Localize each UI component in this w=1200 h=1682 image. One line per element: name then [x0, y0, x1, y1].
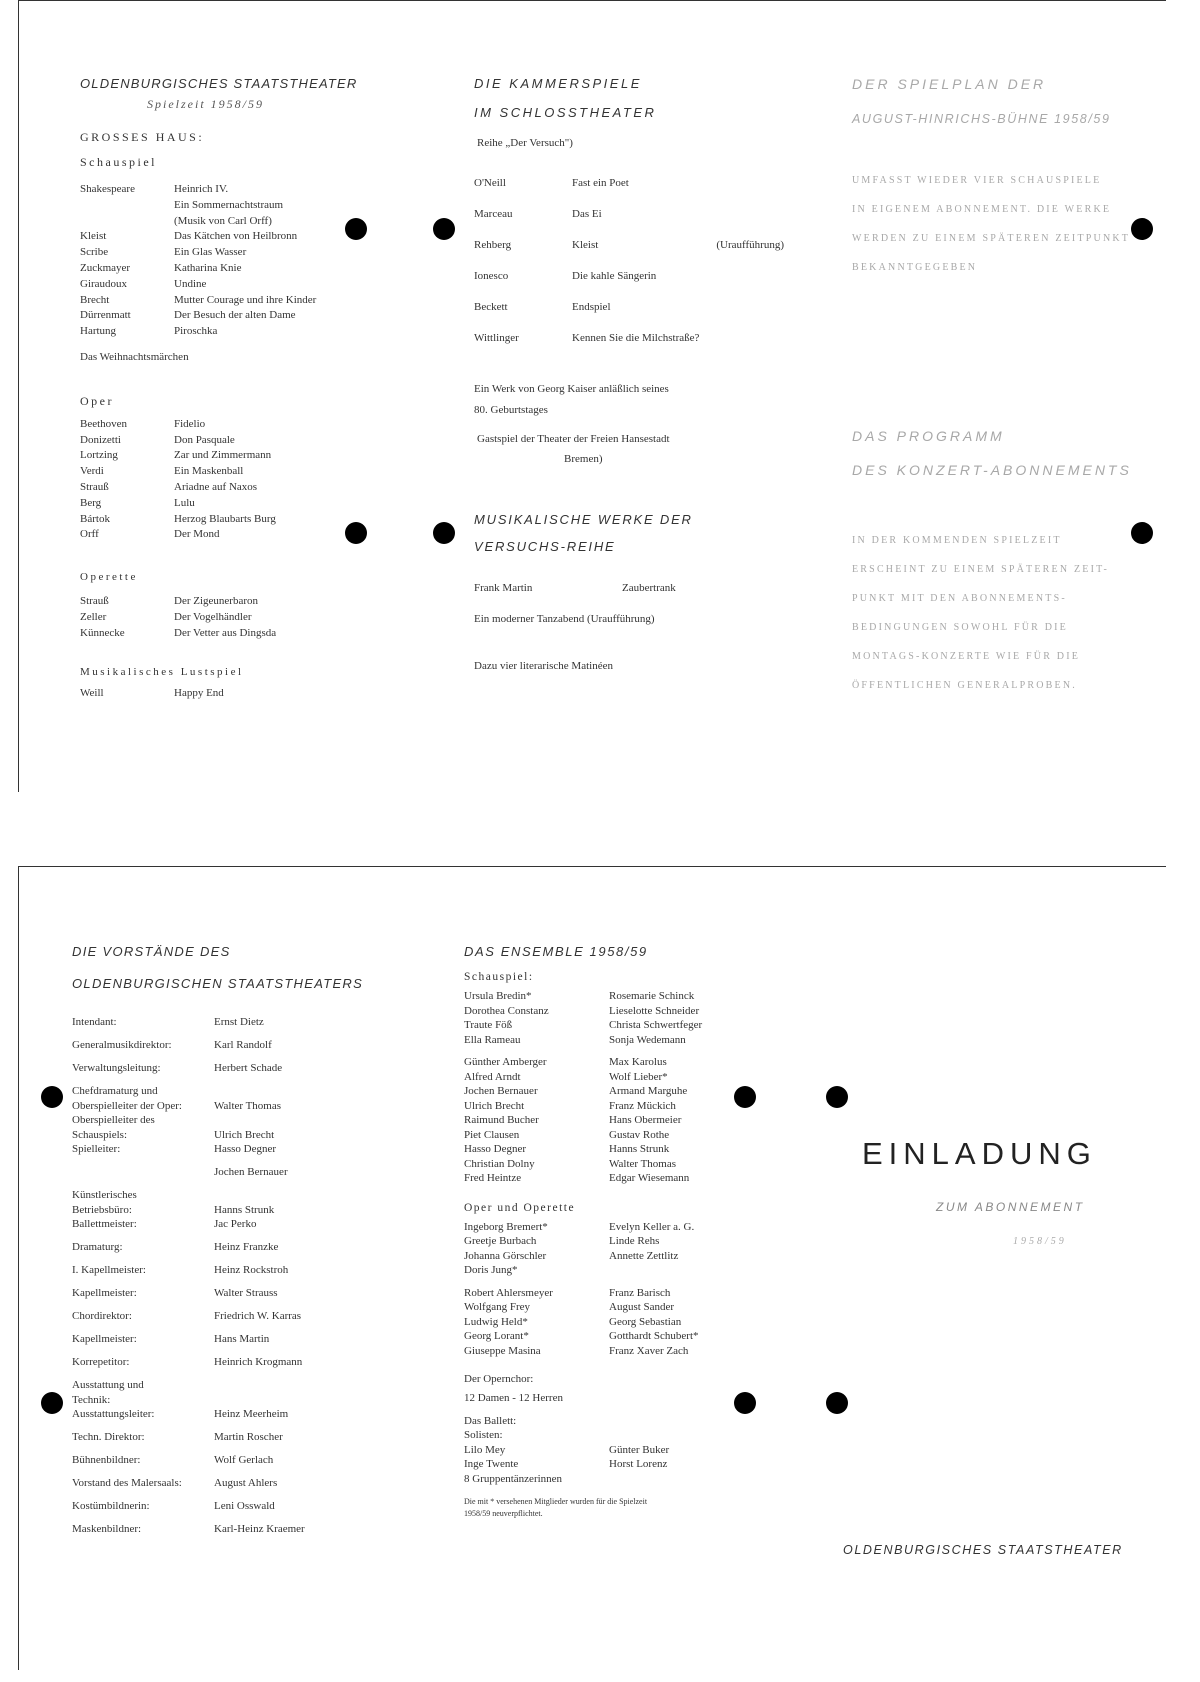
music-title-line1: MUSIKALISCHE WERKE DER	[474, 511, 693, 527]
author-name: Ionesco	[474, 269, 509, 282]
ensemble-soloists	[464, 1443, 764, 1472]
repertory-row	[80, 433, 380, 449]
staff-row	[72, 1286, 372, 1309]
ensemble-schauspiel-men	[464, 1055, 764, 1186]
staff-name: Heinz Rockstroh	[214, 1264, 289, 1276]
staff-row	[72, 1407, 372, 1430]
spielplan-text-line: WERDEN ZU EINEM SPÄTEREN ZEITPUNKT	[852, 233, 1131, 244]
premiere-note: (Uraufführung)	[716, 238, 784, 251]
ensemble-row	[464, 1443, 764, 1458]
staff-role: Techn. Direktor:	[72, 1431, 145, 1443]
spielplan-title-line1: DER SPIELPLAN DER	[852, 76, 1047, 92]
gastspiel-line1: Gastspiel der Theater der Freien Hansestadt	[477, 433, 670, 446]
staff-name: Ulrich Brecht	[214, 1128, 275, 1141]
staff-row	[72, 1378, 372, 1407]
member-name: Ludwig Held*	[464, 1315, 528, 1328]
ensemble-row	[464, 1234, 764, 1249]
staff-role: Chordirektor:	[72, 1310, 132, 1322]
staff-name: Jac Perko	[214, 1218, 257, 1230]
program-text-line: ERSCHEINT ZU EINEM SPÄTEREN ZEIT-	[852, 564, 1110, 575]
oper-list	[80, 417, 380, 543]
kammerspiele-title-line1: DIE KAMMERSPIELE	[474, 76, 642, 91]
member-name: Greetje Burbach	[464, 1235, 537, 1247]
ensemble-title: DAS ENSEMBLE 1958/59	[464, 944, 648, 959]
author-name: Beckett	[474, 300, 508, 313]
staff-role: Kapellmeister:	[72, 1333, 137, 1345]
spielplan-text-line: BEKANNTGEGEBEN	[852, 262, 978, 273]
member-name: Jochen Bernauer	[464, 1085, 538, 1097]
ensemble-row	[464, 1263, 764, 1278]
staff-name: Hasso Degner	[214, 1143, 277, 1155]
work-title: Das Kätchen von Heilbronn	[174, 230, 298, 243]
author-name: Weill	[80, 686, 104, 699]
operette-heading: Operette	[80, 571, 138, 584]
repertory-row	[80, 261, 380, 277]
member-name: Georg Sebastian	[609, 1315, 682, 1328]
ensemble-row	[464, 1099, 764, 1114]
staff-name: August Ahlers	[214, 1477, 278, 1489]
ensemble-row	[464, 1055, 764, 1070]
staff-name: Wolf Gerlach	[214, 1454, 274, 1466]
ensemble-schauspiel-heading: Schauspiel:	[464, 971, 534, 983]
work-title: Katharina Knie	[174, 261, 242, 274]
martin-author: Frank Martin	[474, 581, 533, 594]
ensemble-column	[464, 944, 764, 1520]
staff-row	[72, 1453, 372, 1476]
author-name: Donizetti	[80, 433, 121, 446]
author-name: Scribe	[80, 246, 109, 259]
staff-row	[72, 1113, 372, 1142]
staff-list	[72, 1015, 372, 1545]
staff-row	[72, 1332, 372, 1355]
member-name: Annette Zettlitz	[609, 1249, 679, 1262]
page-left-border	[18, 0, 19, 792]
repertory-row	[80, 417, 380, 433]
repertory-row	[80, 448, 380, 464]
member-name: Robert Ahlersmeyer	[464, 1286, 553, 1299]
repertory-row	[80, 686, 380, 702]
work-title: Der Vogelhändler	[174, 610, 252, 623]
einladung-subtitle: ZUM ABONNEMENT	[936, 1200, 1085, 1214]
kaiser-line2: 80. Geburtstages	[474, 403, 548, 416]
work-title: Kennen Sie die Milchstraße?	[572, 331, 700, 344]
staff-row	[72, 1188, 372, 1217]
author-name: Zuckmayer	[80, 261, 131, 274]
ensemble-row	[464, 1171, 764, 1186]
ensemble-row	[464, 1300, 764, 1315]
work-title: Lulu	[174, 496, 195, 509]
grosses-haus-column	[80, 76, 380, 701]
repertory-row	[80, 496, 380, 512]
repertory-row	[80, 527, 380, 543]
staff-row	[72, 1142, 372, 1165]
repertory-row	[80, 245, 380, 261]
ensemble-row	[464, 1033, 764, 1048]
ensemble-oper-men	[464, 1286, 764, 1359]
member-name: Georg Lorant*	[464, 1330, 529, 1342]
chor-line: 12 Damen - 12 Herren	[464, 1391, 563, 1404]
author-name: Brecht	[80, 293, 110, 306]
work-title: Undine	[174, 277, 207, 290]
ensemble-row	[464, 1018, 764, 1033]
ensemble-footnote: Die mit * versehenen Mitglieder wurden für die Spielzeit 1958/59 neuverpflichtet.	[464, 1497, 648, 1519]
spielplan-text	[852, 166, 1152, 282]
work-title: Piroschka	[174, 325, 218, 338]
member-name: Edgar Wiesemann	[609, 1172, 690, 1184]
program-page-bottom	[0, 866, 1200, 1682]
member-name: Lilo Mey	[464, 1443, 506, 1456]
author-name: Hartung	[80, 325, 117, 338]
author-name: Berg	[80, 496, 102, 509]
member-name: Inge Twente	[464, 1458, 519, 1471]
kammerspiele-row	[474, 207, 784, 238]
author-name: O'Neill	[474, 176, 506, 189]
member-name: Dorothea Constanz	[464, 1004, 549, 1017]
repertory-row	[80, 626, 380, 642]
staff-role: Ausstattung und Technik:	[72, 1379, 144, 1406]
program-text-line: IN DER KOMMENDEN SPIELZEIT	[852, 535, 1062, 546]
staff-row	[72, 1217, 372, 1240]
author-name: Beethoven	[80, 417, 128, 430]
work-title: Ein Maskenball	[174, 465, 244, 478]
ensemble-schauspiel-women	[464, 989, 764, 1047]
staff-row	[72, 1309, 372, 1332]
hinrichs-column	[852, 76, 1152, 700]
staff-name: Friedrich W. Karras	[214, 1310, 302, 1322]
program-text-line: PUNKT MIT DEN ABONNEMENTS-	[852, 593, 1067, 604]
staff-row	[72, 1015, 372, 1038]
martin-row	[474, 581, 784, 597]
work-title: Fast ein Poet	[572, 176, 629, 189]
member-name: Horst Lorenz	[609, 1458, 668, 1471]
member-name: Hanns Strunk	[609, 1143, 670, 1155]
member-name: Günther Amberger	[464, 1056, 547, 1068]
staff-role: Generalmusikdirektor:	[72, 1039, 172, 1051]
repertory-row	[80, 277, 380, 293]
staff-row	[72, 1499, 372, 1522]
author-name: Verdi	[80, 465, 104, 478]
repertory-row	[80, 293, 380, 309]
ensemble-row	[464, 1457, 764, 1472]
member-name: Lieselotte Schneider	[609, 1004, 700, 1017]
member-name: Ella Rameau	[464, 1033, 521, 1046]
ensemble-row	[464, 1329, 764, 1344]
member-name: Linde Rehs	[609, 1235, 660, 1247]
work-title: Ariadne auf Naxos	[174, 480, 258, 493]
member-name: Johanna Görschler	[464, 1249, 547, 1262]
ensemble-row	[464, 1113, 764, 1128]
vorstaende-title-line2: OLDENBURGISCHEN STAATSTHEATERS	[72, 976, 364, 991]
staff-role: Kapellmeister:	[72, 1287, 137, 1299]
repertory-row	[80, 480, 380, 496]
ensemble-row	[464, 1286, 764, 1301]
staff-role: Maskenbildner:	[72, 1523, 142, 1535]
chor-heading: Der Opernchor:	[464, 1373, 534, 1385]
einladung-title: EINLADUNG	[862, 1136, 1097, 1171]
staff-name: Heinz Franzke	[214, 1241, 279, 1253]
work-title: Die kahle Sängerin	[572, 269, 657, 282]
ensemble-row	[464, 1315, 764, 1330]
author-name: Zeller	[80, 610, 107, 623]
spielplan-title-line2: AUGUST-HINRICHS-BÜHNE 1958/59	[852, 112, 1111, 126]
member-name: August Sander	[609, 1301, 675, 1313]
season-label: Spielzeit 1958/59	[147, 97, 264, 111]
staff-role: Dramaturg:	[72, 1241, 123, 1253]
member-name: Rosemarie Schinck	[609, 990, 695, 1002]
staff-name: Herbert Schade	[214, 1062, 283, 1074]
ensemble-row	[464, 1070, 764, 1085]
staff-name: Jochen Bernauer	[214, 1166, 288, 1178]
author-name: Dürrenmatt	[80, 309, 131, 322]
ensemble-oper-women	[464, 1220, 764, 1278]
author-name: Orff	[80, 528, 99, 541]
member-name: Armand Marguhe	[609, 1085, 688, 1097]
author-name: Strauß	[80, 595, 109, 608]
punch-hole-2	[433, 218, 455, 240]
work-title: Der Vetter aus Dingsda	[174, 626, 277, 639]
member-name: Günter Buker	[609, 1443, 670, 1456]
work-title: Herzog Blaubarts Burg	[174, 512, 276, 525]
vorstaende-column	[72, 944, 372, 1545]
kammerspiele-row	[474, 176, 784, 207]
staff-name: Heinrich Krogmann	[214, 1356, 303, 1368]
kammerspiele-title-line2: IM SCHLOSSTHEATER	[474, 105, 657, 120]
staff-name: Walter Strauss	[214, 1287, 278, 1299]
member-name: Gotthardt Schubert*	[609, 1330, 699, 1342]
staff-row	[72, 1522, 372, 1545]
member-name: Ursula Bredin*	[464, 990, 532, 1002]
member-name: Wolf Lieber*	[609, 1070, 668, 1083]
repertory-row	[80, 464, 380, 480]
operette-list	[80, 594, 380, 641]
work-title: Kleist	[572, 238, 599, 251]
ensemble-row	[464, 1084, 764, 1099]
member-name: Alfred Arndt	[464, 1070, 521, 1083]
page-left-border	[18, 866, 19, 1670]
repertory-row	[80, 594, 380, 610]
work-title: Endspiel	[572, 300, 611, 313]
author-name: Strauß	[80, 480, 109, 493]
staff-row	[72, 1084, 372, 1113]
work-title: Zar und Zimmermann	[174, 449, 272, 462]
punch-hole-10	[41, 1392, 63, 1414]
ensemble-oper-heading: Oper und Operette	[464, 1201, 576, 1214]
staff-row	[72, 1061, 372, 1084]
house-heading: GROSSES HAUS:	[80, 130, 205, 144]
author-name: Wittlinger	[474, 331, 519, 344]
program-title-line2: DES KONZERT-ABONNEMENTS	[852, 462, 1132, 478]
staff-role: Korrepetitor:	[72, 1356, 130, 1368]
staff-role: I. Kapellmeister:	[72, 1264, 146, 1276]
lustspiel-heading: Musikalisches Lustspiel	[80, 665, 244, 678]
kammerspiele-row	[474, 300, 784, 331]
member-name: Evelyn Keller a. G.	[609, 1220, 695, 1233]
repertory-row	[80, 308, 380, 324]
punch-hole-7	[41, 1086, 63, 1108]
work-title: Das Ei	[572, 207, 602, 220]
program-title-line1: DAS PROGRAMM	[852, 428, 1005, 444]
author-name: Künnecke	[80, 626, 125, 639]
schauspiel-heading: Schauspiel	[80, 155, 157, 169]
member-name: Wolfgang Frey	[464, 1301, 531, 1313]
ballett-heading: Das Ballett:	[464, 1414, 517, 1427]
vorstaende-title-line1: DIE VORSTÄNDE DES	[72, 944, 231, 959]
staff-row	[72, 1263, 372, 1286]
theater-title: OLDENBURGISCHES STAATSTHEATER	[80, 76, 358, 91]
soloists-heading: Solisten:	[464, 1429, 503, 1442]
member-name: Piet Clausen	[464, 1128, 520, 1141]
work-title: Ein Glas Wasser	[174, 246, 247, 259]
member-name: Raimund Bucher	[464, 1114, 539, 1126]
einladung-column	[840, 866, 1140, 1682]
repertory-row	[80, 324, 380, 340]
staff-role: Vorstand des Malersaals:	[72, 1477, 182, 1489]
work-title: Heinrich IV. Ein Sommernachtstraum (Musik von Carl Orff)	[174, 183, 284, 227]
ensemble-row	[464, 1344, 764, 1359]
ensemble-row	[464, 1157, 764, 1172]
author-name: Bártok	[80, 512, 110, 525]
member-name: Walter Thomas	[609, 1157, 677, 1170]
repertory-row	[80, 512, 380, 528]
page-top-border	[18, 0, 1166, 1]
kammerspiele-row	[474, 238, 784, 269]
ensemble-row	[464, 1142, 764, 1157]
repertory-row	[80, 229, 380, 245]
repertory-row	[80, 610, 380, 626]
staff-role: Chefdramaturg und Oberspielleiter der Oper:	[72, 1085, 182, 1112]
member-name: Franz Xaver Zach	[609, 1344, 689, 1357]
ensemble-row	[464, 1128, 764, 1143]
ensemble-row	[464, 1220, 764, 1235]
program-text-line: BEDINGUNGEN SOWOHL FÜR DIE	[852, 622, 1068, 633]
author-name: Giraudoux	[80, 277, 128, 290]
staff-row	[72, 1240, 372, 1263]
member-name: Ulrich Brecht	[464, 1099, 525, 1112]
staff-role: Bühnenbildner:	[72, 1454, 141, 1466]
work-title: Don Pasquale	[174, 433, 235, 446]
staff-name: Leni Osswald	[214, 1500, 275, 1512]
spielplan-text-line: UMFASST WIEDER VIER SCHAUSPIELE	[852, 175, 1102, 186]
member-name: Christian Dolny	[464, 1157, 535, 1170]
member-name: Ingeborg Bremert*	[464, 1220, 548, 1233]
christmas-play: Das Weihnachtsmärchen	[80, 350, 189, 363]
spielplan-text-line: IN EIGENEM ABONNEMENT. DIE WERKE	[852, 204, 1112, 215]
member-name: Giuseppe Masina	[464, 1344, 541, 1357]
staff-name: Heinz Meerheim	[214, 1408, 289, 1420]
gastspiel-line2: Bremen)	[564, 453, 603, 466]
schauspiel-list	[80, 182, 380, 340]
member-name: Franz Mückich	[609, 1099, 676, 1112]
matineen-line: Dazu vier literarische Matinéen	[474, 659, 613, 672]
kaiser-line1: Ein Werk von Georg Kaiser anläßlich seines	[474, 382, 669, 395]
work-title: Fidelio	[174, 417, 206, 430]
member-name: Sonja Wedemann	[609, 1033, 686, 1046]
work-title: Der Mond	[174, 528, 220, 541]
program-text	[852, 526, 1152, 700]
staff-role: Oberspielleiter des Schauspiels:	[72, 1114, 155, 1141]
staff-name: Martin Roscher	[214, 1431, 283, 1443]
einladung-theater: OLDENBURGISCHES STAATSTHEATER	[843, 1543, 1123, 1557]
staff-row	[72, 1476, 372, 1499]
punch-hole-5	[433, 522, 455, 544]
member-name: Traute Föß	[464, 1019, 513, 1031]
author-name: Lortzing	[80, 449, 118, 462]
program-text-line: ÖFFENTLICHEN GENERALPROBEN.	[852, 680, 1077, 691]
staff-name: Hans Martin	[214, 1333, 270, 1345]
ensemble-row	[464, 1004, 764, 1019]
member-name: Gustav Rothe	[609, 1128, 670, 1141]
author-name: Shakespeare	[80, 183, 135, 195]
staff-role: Kostümbildnerin:	[72, 1500, 150, 1512]
work-title: Der Zigeunerbaron	[174, 595, 258, 608]
staff-name: Karl Randolf	[214, 1039, 272, 1051]
program-text-line: MONTAGS-KONZERTE WIE FÜR DIE	[852, 651, 1081, 662]
einladung-season: 1958/59	[1013, 1236, 1067, 1247]
staff-role: Spielleiter:	[72, 1143, 121, 1155]
staff-name: Walter Thomas	[214, 1099, 282, 1112]
ensemble-row	[464, 989, 764, 1004]
series-label: Reihe „Der Versuch")	[477, 137, 573, 149]
staff-row	[72, 1355, 372, 1378]
staff-role: Verwaltungsleitung:	[72, 1062, 161, 1074]
kammerspiele-row	[474, 269, 784, 300]
author-name: Rehberg	[474, 238, 512, 251]
kammerspiele-column	[474, 76, 784, 674]
staff-role: Ausstattungsleiter:	[72, 1408, 155, 1420]
member-name: Christa Schwertfeger	[609, 1019, 703, 1031]
work-title: Happy End	[174, 686, 224, 699]
work-title: Mutter Courage und ihre Kinder	[174, 293, 317, 306]
staff-name: Karl-Heinz Kraemer	[214, 1523, 305, 1535]
lustspiel-list	[80, 686, 380, 702]
member-name: Max Karolus	[609, 1056, 667, 1068]
program-page-top	[0, 0, 1200, 800]
group-dancers: 8 Gruppentänzerinnen	[464, 1472, 563, 1485]
member-name: Doris Jung*	[464, 1264, 518, 1276]
ensemble-row	[464, 1249, 764, 1264]
staff-name: Ernst Dietz	[214, 1016, 264, 1028]
member-name: Hasso Degner	[464, 1143, 527, 1155]
member-name: Fred Heintze	[464, 1172, 522, 1184]
repertory-row	[80, 182, 380, 229]
staff-name: Hanns Strunk	[214, 1203, 275, 1216]
staff-role: Künstlerisches Betriebsbüro:	[72, 1189, 137, 1216]
member-name: Hans Obermeier	[609, 1114, 682, 1126]
kammerspiele-row	[474, 331, 784, 362]
martin-work: Zaubertrank	[622, 581, 676, 594]
kammerspiele-list	[474, 176, 784, 362]
staff-role: Intendant:	[72, 1016, 117, 1028]
oper-heading: Oper	[80, 393, 114, 408]
member-name: Franz Barisch	[609, 1286, 671, 1299]
work-title: Der Besuch der alten Dame	[174, 309, 296, 322]
staff-row	[72, 1430, 372, 1453]
staff-row	[72, 1165, 372, 1188]
author-name: Marceau	[474, 207, 513, 220]
staff-role: Ballettmeister:	[72, 1218, 137, 1230]
music-title-line2: VERSUCHS-REIHE	[474, 538, 616, 554]
tanzabend-line: Ein moderner Tanzabend (Uraufführung)	[474, 612, 655, 625]
author-name: Kleist	[80, 230, 107, 243]
staff-row	[72, 1038, 372, 1061]
